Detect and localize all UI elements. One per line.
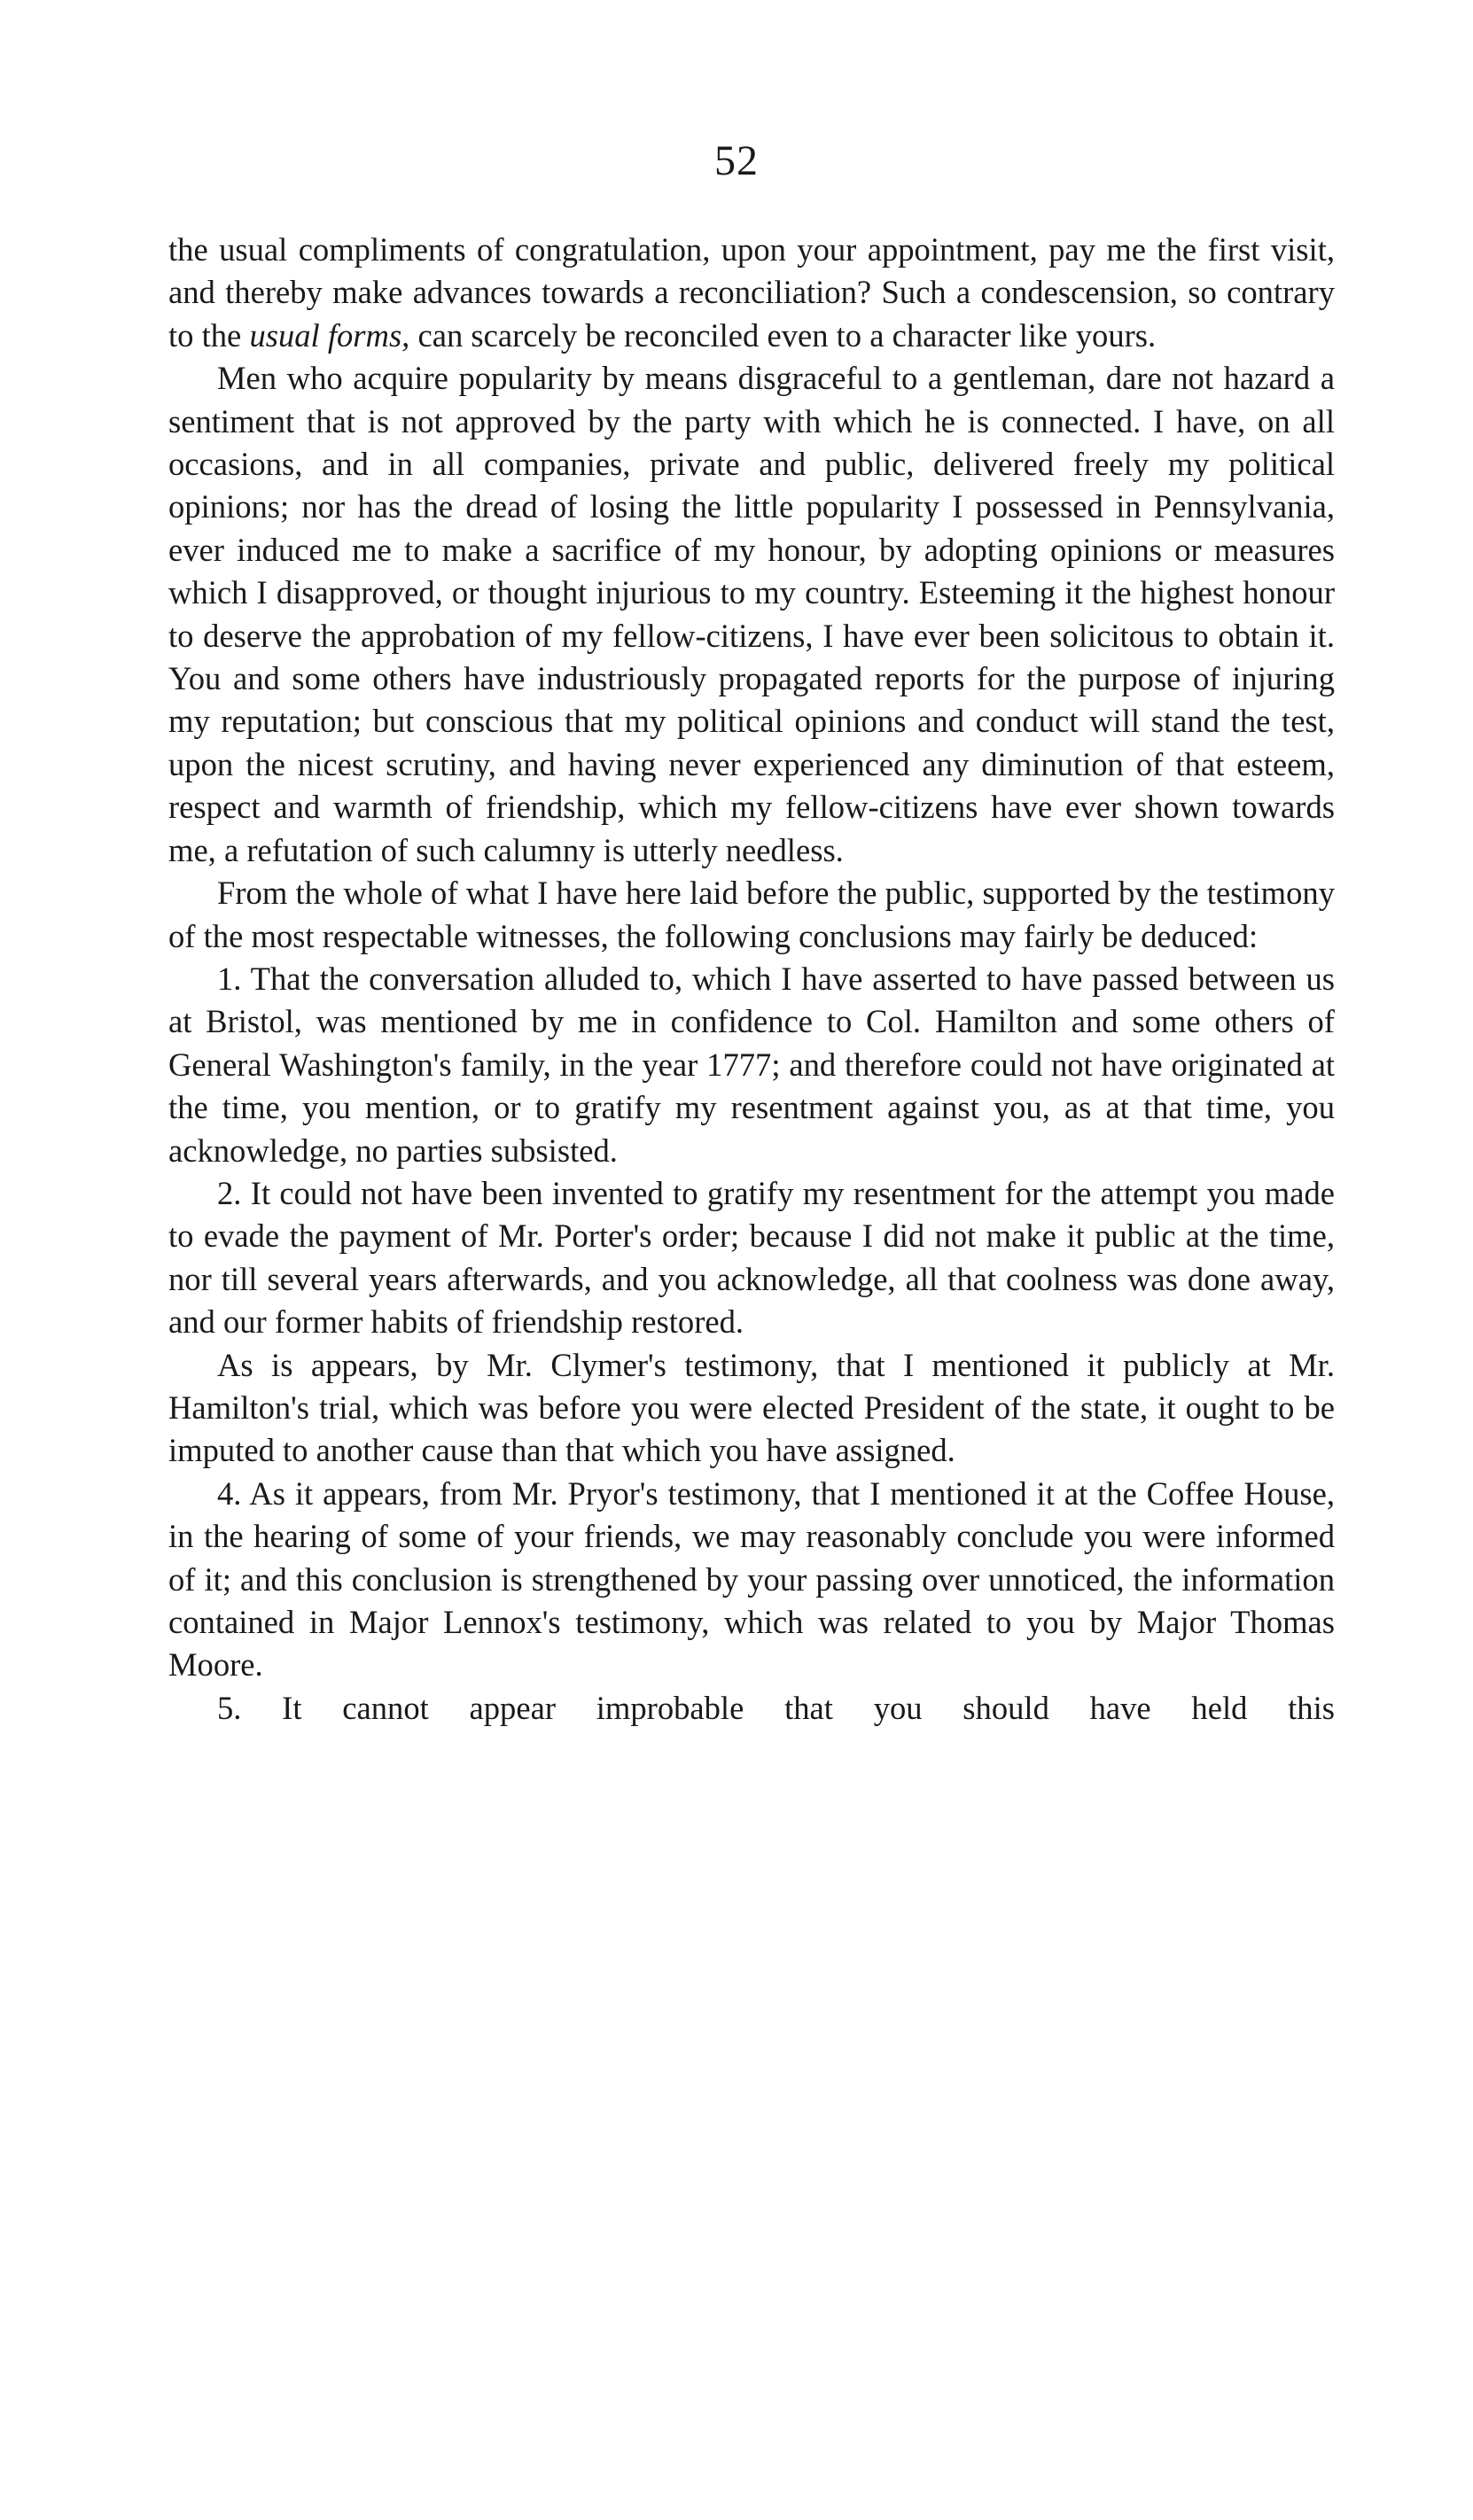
paragraph: Men who acquire popularity by means disgraceful to a gentleman, dare not hazard a sentiment that is not approved by the party with which he is connected. I have, on all occasions, and in all companies, private and public, delivered freely my political opinions; nor has the dread of losing the little popularity I possessed in Pennsylvania, ever induced me to make a sacrifice of my honour, by adopting opinions or measures which I disapproved, or thought injurious to my country. Esteeming it the highest honour to deserve the approbation of my fellow-citizens, I have ever been solicitous to obtain it. You and some others have industriously propagated reports for the purpose of injuring my reputation; but conscious that my political opinions and conduct will stand the test, upon the nicest scrutiny, and having never experienced any diminution of that esteem, respect and warmth of friendship, which my fellow-citizens have ever shown towards me, a refutation of such calumny is utterly needless. (168, 360, 1335, 868)
numbered-conclusion: As is appears, by Mr. Clymer's testimony, that I mentioned it publicly at Mr. Hamilton's trial, which was before you were elected President of the state, it ought to be imputed to another cause than that which you have assigned. (168, 1346, 1335, 1469)
paragraph-continued (168, 229, 1335, 357)
body-text (168, 229, 1335, 1730)
numbered-conclusion: 4. As it appears, from Mr. Pryor's testimony, that I mentioned it at the Coffee House, in the hearing of some of your friends, we may reasonably conclude you were informed of it; and this conclusion is strengthened by your passing over unnoticed, the information contained in Major Lennox's testimony, which was related to you by Major Thomas Moore. (168, 1474, 1335, 1684)
page-number: 52 (714, 137, 759, 184)
numbered-conclusion: 1. That the conversation alluded to, which I have asserted to have passed between us at Bristol, was mentioned by me in confidence to Col. Hamilton and some others of General Washington's family, in the year 1777; and therefore could not have originated at the time, you mention, or to gratify my resentment against you, as at that time, you acknowledge, no parties subsisted. (168, 960, 1335, 1169)
emphasized-text: usual forms, (249, 316, 410, 354)
paragraph-text: the usual compliments of congratulation, upon your appointment, pay me the first visit, and thereby make advances towards a reconciliation? Such a condescension, so contrary to the (168, 231, 1335, 354)
numbered-conclusion: 2. It could not have been invented to gratify my resentment for the attempt you made to evade the payment of Mr. Porter's order; because I did not make it public at the time, nor till several years afterwards, and you acknowledge, all that coolness was done away, and our former habits of friendship restored. (168, 1174, 1335, 1341)
paragraph: From the whole of what I have here laid before the public, supported by the testimony of the most respectable witnesses, the following conclusions may fairly be deduced: (168, 875, 1335, 954)
numbered-conclusion: 5. It cannot appear improbable that you should have held this (217, 1689, 1335, 1726)
paragraph-text: can scarcely be reconciled even to a character like yours. (409, 316, 1157, 354)
